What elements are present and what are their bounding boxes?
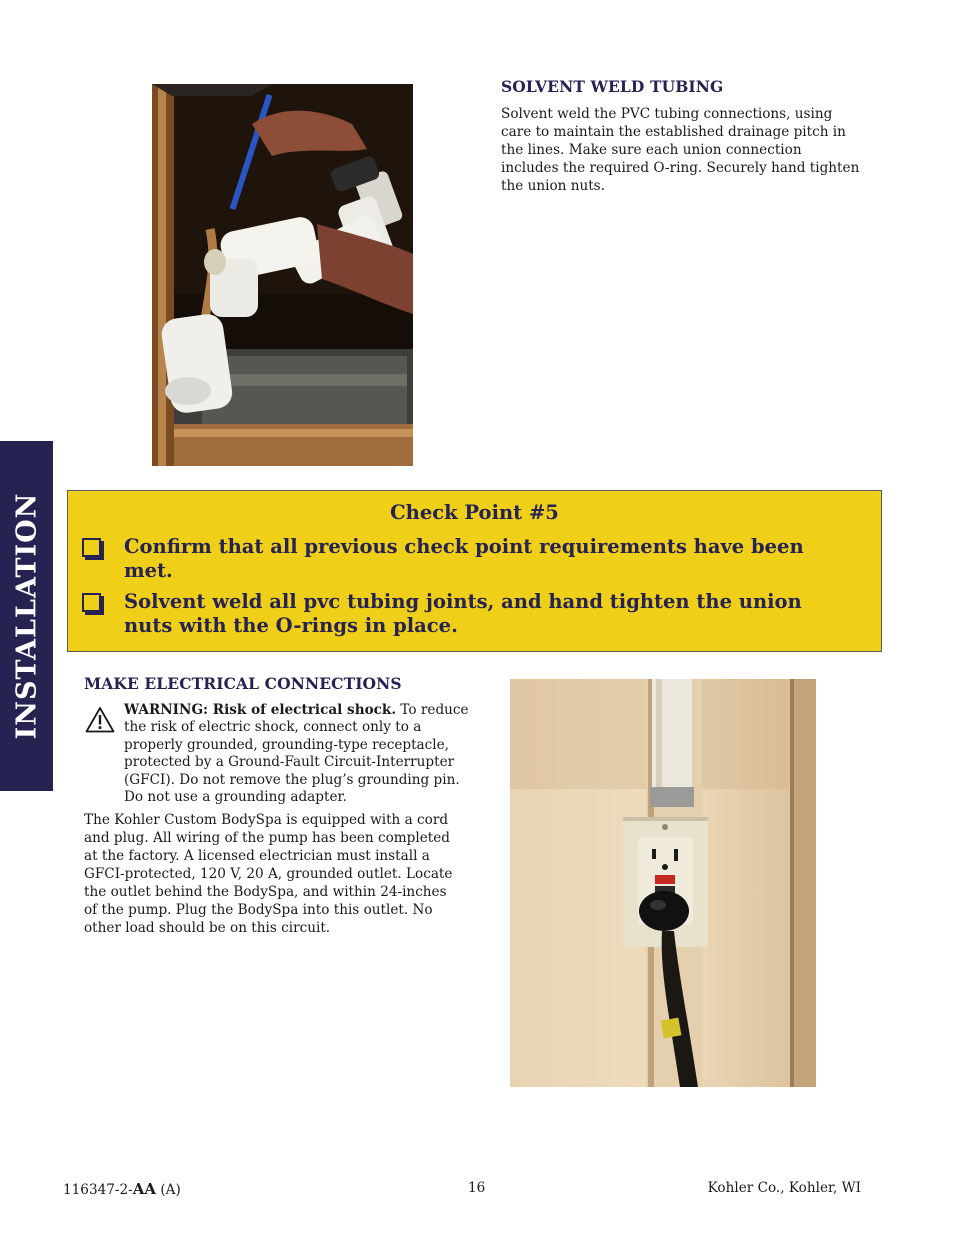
section-side-tab (0, 441, 53, 791)
electrical-body: The Kohler Custom BodySpa is equipped with a cord and plug. All wiring of the pump has been completed at the factory. A licensed electrician must install a GFCI-protected, 120 V, 20 A, grounded outlet. Locate the outlet behind the BodySpa, and within 24-inches of the pump. Plug the BodySpa into this outlet. No other load should be on this circuit. (84, 812, 453, 936)
warning-triangle-icon (85, 706, 115, 733)
checkpoint-item-text: Solvent weld all pvc tubing joints, and hand tighten the union nuts with the O-rings in place. (124, 590, 802, 637)
checkpoint-item-text: Confirm that all previous check point requirements have been met. (124, 535, 804, 582)
checkbox-icon (82, 593, 101, 612)
checkpoint-callout (67, 490, 882, 652)
doc-revision: AA (132, 1180, 157, 1198)
warning-body: To reduce the risk of electric shock, connect only to a properly grounded, grounding-type receptacle, protected by a Ground-Fault Circuit-Interrupter (GFCI). Do not remove the plug’s grounding pin. Do not use a grounding adapter. (124, 702, 469, 806)
company-name: Kohler Co., Kohler, WI (707, 1180, 861, 1196)
checkpoint-title: Check Point #5 (390, 501, 559, 524)
electrical-heading: MAKE ELECTRICAL CONNECTIONS (84, 674, 402, 693)
warning-text (124, 702, 476, 806)
doc-number-suffix: (A) (156, 1182, 181, 1198)
warning-label: WARNING: Risk of electrical shock. (124, 702, 397, 718)
solvent-weld-body: Solvent weld the PVC tubing connections, using care to maintain the established drainage pitch in the lines. Make sure each union connection includes the required O-ring. Securely hand tighten the union nuts. (501, 106, 860, 194)
side-tab-label: INSTALLATION (11, 492, 42, 740)
solvent-weld-heading: SOLVENT WELD TUBING (501, 77, 724, 96)
page-number: 16 (468, 1180, 486, 1196)
pvc-tubing-photo (152, 84, 413, 466)
gfci-outlet-photo (510, 679, 816, 1087)
document-number (63, 1180, 181, 1198)
doc-number-prefix: 116347-2- (63, 1182, 133, 1198)
checkbox-icon (82, 538, 101, 557)
